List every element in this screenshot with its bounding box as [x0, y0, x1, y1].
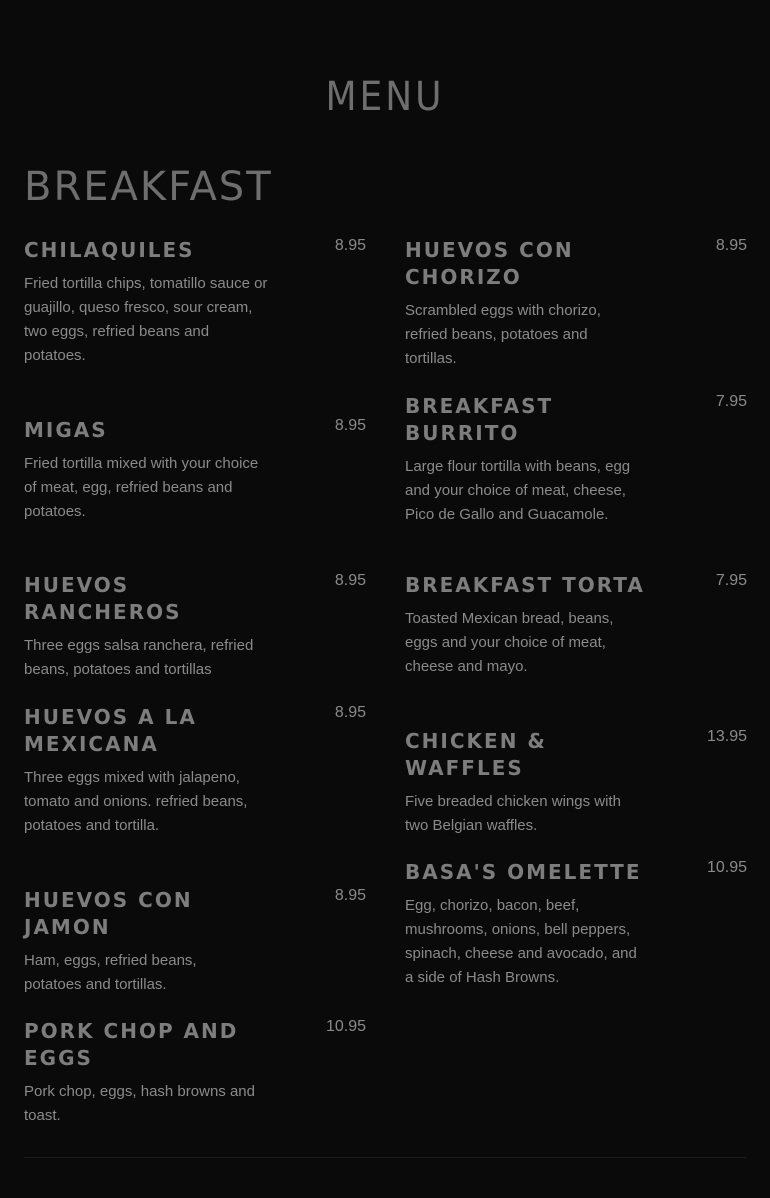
menu-item: [24, 237, 366, 368]
item-description: Fried tortilla chips, tomatillo sauce or guajillo, queso fresco, sour cream, two eggs, refried beans and potatoes.: [24, 275, 268, 364]
menu-item: [405, 572, 747, 679]
item-price: 7.95: [715, 572, 747, 589]
item-description: Three eggs salsa ranchera, refried beans, potatoes and tortillas: [24, 637, 254, 678]
menu-item: [405, 859, 747, 990]
item-price: 13.95: [706, 728, 747, 745]
bottom-divider: [24, 1157, 746, 1158]
menu-item: [405, 393, 747, 527]
item-price: 10.95: [325, 1018, 366, 1035]
item-description: Egg, chorizo, bacon, beef, mushrooms, onions, bell peppers, spinach, cheese and avocado, and a side of Hash Browns.: [405, 897, 637, 986]
item-description: Fried tortilla mixed with your choice of meat, egg, refried beans and potatoes.: [24, 455, 259, 520]
item-name: BREAKFAST BURRITO: [405, 394, 554, 445]
item-name: HUEVOS CON CHORIZO: [405, 238, 574, 289]
item-price: 8.95: [334, 237, 366, 254]
item-price: 7.95: [715, 393, 747, 410]
item-price: 8.95: [715, 237, 747, 254]
menu-item: [24, 887, 366, 997]
item-name: MIGAS: [24, 418, 108, 442]
item-description: Toasted Mexican bread, beans, eggs and your choice of meat, cheese and mayo.: [405, 610, 614, 675]
item-description: Pork chop, eggs, hash browns and toast.: [24, 1083, 255, 1124]
item-name: HUEVOS A LA MEXICANA: [24, 705, 197, 756]
item-price: 8.95: [334, 417, 366, 434]
item-name: CHICKEN & WAFFLES: [405, 729, 547, 780]
menu-item: [405, 728, 747, 838]
item-name: BASA'S OMELETTE: [405, 860, 642, 884]
section-title-breakfast: BREAKFAST: [24, 164, 273, 210]
menu-item: [24, 417, 366, 524]
item-name: HUEVOS CON JAMON: [24, 888, 193, 939]
menu-item: [405, 237, 747, 371]
item-name: CHILAQUILES: [24, 238, 195, 262]
menu-item: [24, 1018, 366, 1128]
item-price: 8.95: [334, 572, 366, 589]
item-price: 8.95: [334, 887, 366, 904]
item-description: Three eggs mixed with jalapeno, tomato and onions. refried beans, potatoes and tortilla.: [24, 769, 248, 834]
item-description: Five breaded chicken wings with two Belgian waffles.: [405, 793, 621, 834]
page-title: MENU: [325, 74, 445, 120]
item-description: Scrambled eggs with chorizo, refried beans, potatoes and tortillas.: [405, 302, 601, 367]
menu-item: [24, 572, 366, 682]
item-name: PORK CHOP AND EGGS: [24, 1019, 239, 1070]
item-description: Large flour tortilla with beans, egg and your choice of meat, cheese, Pico de Gallo and Guacamole.: [405, 458, 631, 523]
item-name: BREAKFAST TORTA: [405, 573, 645, 597]
item-description: Ham, eggs, refried beans, potatoes and tortillas.: [24, 952, 197, 993]
item-price: 10.95: [706, 859, 747, 876]
item-price: 8.95: [334, 704, 366, 721]
menu-item: [24, 704, 366, 838]
item-name: HUEVOS RANCHEROS: [24, 573, 182, 624]
